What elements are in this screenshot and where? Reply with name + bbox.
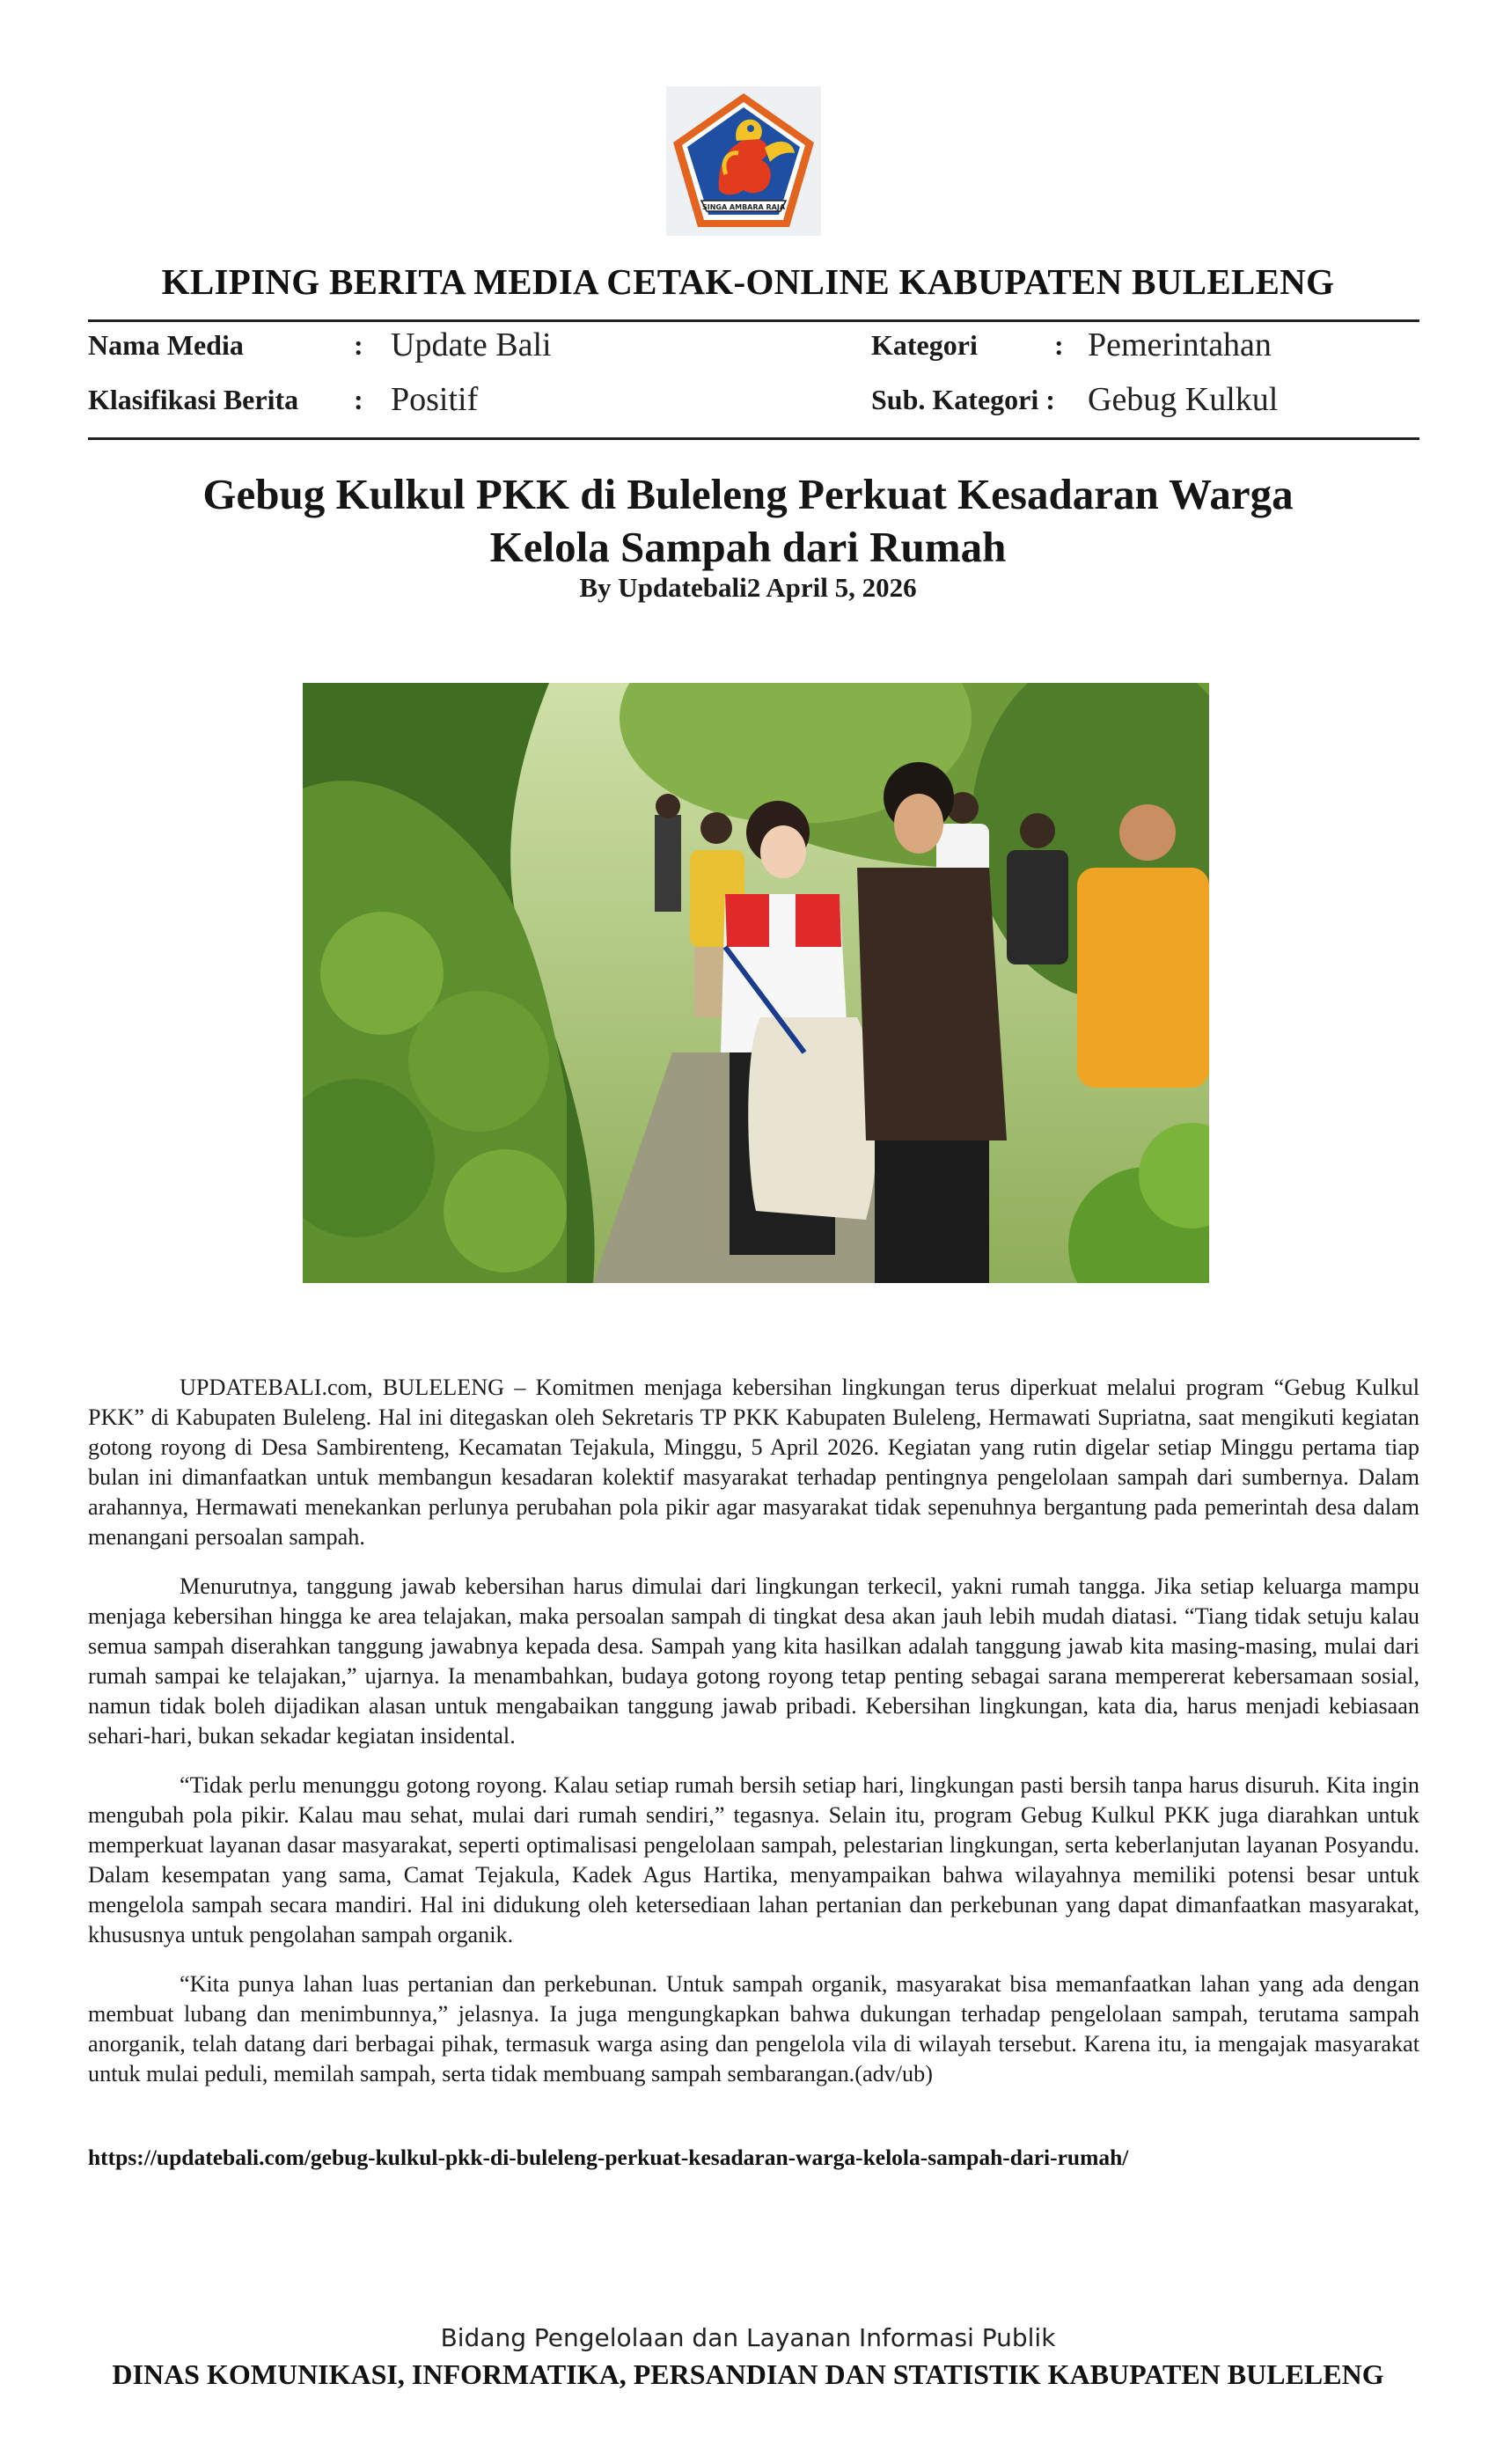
klasifikasi-value: Positif (391, 381, 479, 418)
media-label: Nama Media (88, 329, 244, 361)
article-paragraph: “Kita punya lahan luas pertanian dan perkebunan. Untuk sampah organik, masyarakat bisa memanfaatkan lahan yang ada dengan membuat lubang dan menimbunnya,” jelasnya. Ia juga mengungkapkan bahwa dukungan terhadap pengelolaan sampah, terutama sampah anorganik, telah datang dari berbagai pihak, termasuk warga asing dan pengelola vila di wilayah tersebut. Karena itu, ia mengajak masyarakat untuk mulai peduli, memilah sampah, serta tidak membuang sampah sembarangan.(adv/ub) (88, 1971, 1419, 2086)
buleleng-emblem-logo (666, 86, 821, 236)
media-colon: : (354, 329, 363, 361)
document-title: KLIPING BERITA MEDIA CETAK-ONLINE KABUPATEN BULELENG (161, 261, 1335, 302)
kategori-value: Pemerintahan (1088, 326, 1272, 363)
singa-ambara-raja-emblem-icon (666, 86, 821, 236)
klasifikasi-colon: : (354, 384, 363, 415)
subkategori-value: Gebug Kulkul (1088, 381, 1279, 418)
emblem-motto: SINGA AMBARA RAJA (701, 203, 786, 211)
header-bottom-rule (88, 437, 1419, 440)
media-value: Update Bali (391, 326, 552, 363)
article-body (88, 1373, 1419, 2108)
article-paragraph: UPDATEBALI.com, BULELENG – Komitmen menjaga kebersihan lingkungan terus diperkuat melalui program “Gebug Kulkul PKK” di Kabupaten Buleleng. Hal ini ditegaskan oleh Sekretaris TP PKK Kabupaten Buleleng, Hermawati Supriatna, saat mengikuti kegiatan gotong royong di Desa Sambirenteng, Kecamatan Tejakula, Minggu, 5 April 2026. Kegiatan yang rutin digelar setiap Minggu pertama tiap bulan ini dimanfaatkan untuk membangun kesadaran kolektif masyarakat terhadap pentingnya pengelolaan sampah dari sumbernya. Dalam arahannya, Hermawati menekankan perlunya perubahan pola pikir agar masyarakat tidak sepenuhnya bergantung pada pemerintah desa dalam menangani persoalan sampah. (88, 1375, 1419, 1550)
subkategori-label: Sub. Kategori : (871, 384, 1055, 415)
footer-department: Bidang Pengelolaan dan Layanan Informasi Publik (440, 2323, 1056, 2352)
cleanup-photo-illustration (303, 683, 1209, 1283)
headline-line-1: Gebug Kulkul PKK di Buleleng Perkuat Kesadaran Warga (202, 470, 1294, 518)
headline-line-2: Kelola Sampah dari Rumah (489, 523, 1007, 571)
article-photo (303, 683, 1209, 1283)
article-byline: By Updatebali2 April 5, 2026 (579, 572, 917, 603)
kategori-colon: : (1054, 329, 1064, 361)
footer-agency: DINAS KOMUNIKASI, INFORMATIKA, PERSANDIAN DAN STATISTIK KABUPATEN BULELENG (112, 2358, 1384, 2390)
source-link[interactable]: https://updatebali.com/gebug-kulkul-pkk-di-buleleng-perkuat-kesadaran-warga-kelola-sampah-dari-rumah/ (88, 2145, 1129, 2170)
article-paragraph: “Tidak perlu menunggu gotong royong. Kalau setiap rumah bersih setiap hari, lingkungan pasti bersih tanpa harus disuruh. Kita ingin mengubah pola pikir. Kalau mau sehat, mulai dari rumah sendiri,” tegasnya. Selain itu, program Gebug Kulkul PKK juga diarahkan untuk memperkuat layanan dasar masyarakat, seperti optimalisasi pengelolaan sampah, pelestarian lingkungan, serta keberlanjutan layanan Posyandu. Dalam kesempatan yang sama, Camat Tejakula, Kadek Agus Hartika, menyampaikan bahwa wilayahnya memiliki potensi besar untuk mengelola sampah secara mandiri. Hal ini didukung oleh ketersediaan lahan pertanian dan perkebunan yang dapat dimanfaatkan masyarakat, khususnya untuk pengolahan sampah organik. (88, 1772, 1419, 1947)
article-headline (176, 468, 1320, 574)
article-paragraph: Menurutnya, tanggung jawab kebersihan harus dimulai dari lingkungan terkecil, yakni rumah tangga. Jika setiap keluarga mampu menjaga kebersihan hingga ke area telajakan, maka persoalan sampah di tingkat desa akan jauh lebih mudah diatasi. “Tiang tidak setuju kalau semua sampah diserahkan tanggung jawabnya kepada desa. Sampah yang kita hasilkan adalah tanggung jawab kita masing-masing, mulai dari rumah sampai ke telajakan,” ujarnya. Ia menambahkan, budaya gotong royong tetap penting sebagai sarana mempererat kebersamaan sosial, namun tidak boleh dijadikan alasan untuk mengabaikan tanggung jawab pribadi. Kebersihan lingkungan, kata dia, harus menjadi kebiasaan sehari-hari, bukan sekadar kegiatan insidental. (88, 1573, 1419, 1749)
klasifikasi-label: Klasifikasi Berita (88, 384, 299, 415)
kategori-label: Kategori (871, 329, 978, 361)
header-top-rule (88, 319, 1419, 322)
